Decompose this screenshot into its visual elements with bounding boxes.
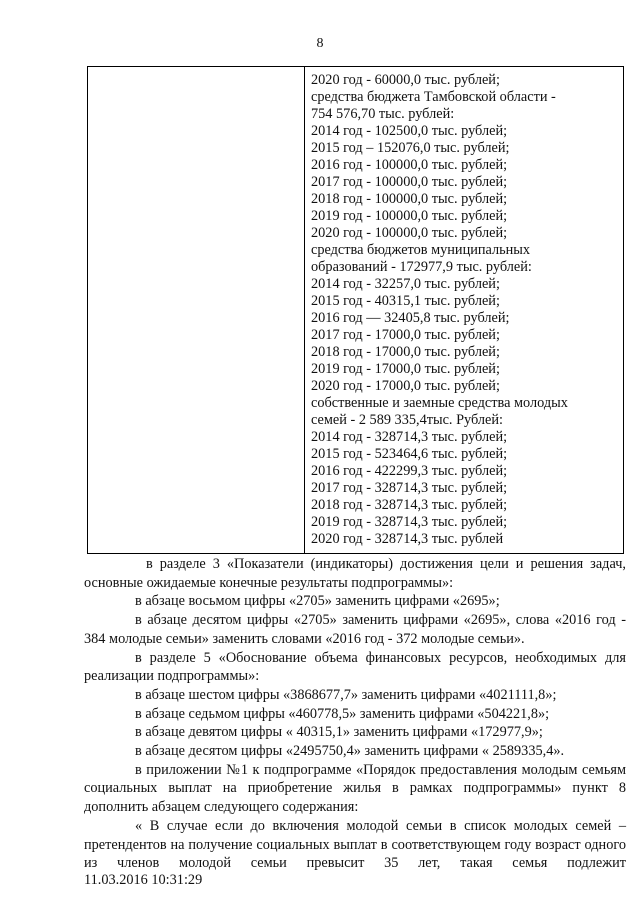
- budget-line: 2014 год - 102500,0 тыс. рублей;: [311, 123, 508, 139]
- budget-line: 2015 год – 152076,0 тыс. рублей;: [311, 140, 510, 156]
- budget-line: 2019 год - 328714,3 тыс. рублей;: [311, 514, 508, 530]
- section3-intro: в разделе 3 «Показатели (индикаторы) достижения цели и решения задач, основные ожидаемые конечные результаты подпрограммы»:: [84, 556, 626, 591]
- budget-line: 2014 год - 32257,0 тыс. рублей;: [311, 276, 500, 292]
- budget-line: 2018 год - 17000,0 тыс. рублей;: [311, 344, 500, 360]
- section3-paragraph-8: в абзаце восьмом цифры «2705» заменить цифрами «2695»;: [135, 593, 500, 610]
- budget-line: 2020 год - 100000,0 тыс. рублей;: [311, 225, 508, 241]
- section5-intro: в разделе 5 «Обоснование объема финансовых ресурсов, необходимых для реализации подпрограммы»:: [84, 649, 626, 685]
- section5-paragraph-9: в абзаце девятом цифры « 40315,1» заменить цифрами «172977,9»;: [135, 724, 543, 741]
- table-column-divider: [304, 67, 305, 553]
- budget-line: 754 576,70 тыс. рублей:: [311, 106, 455, 122]
- budget-line: 2016 год - 100000,0 тыс. рублей;: [311, 157, 508, 173]
- budget-line: 2016 год - 422299,3 тыс. рублей;: [311, 463, 508, 479]
- budget-line: 2016 год — 32405,8 тыс. рублей;: [311, 310, 510, 326]
- page-number: 8: [316, 36, 324, 51]
- budget-line: средства бюджетов муниципальных: [311, 242, 531, 258]
- funding-table: [87, 66, 624, 554]
- budget-line: средства бюджета Тамбовской области -: [311, 89, 556, 105]
- budget-list: [311, 72, 621, 548]
- appendix-intro: в приложении №1 к подпрограмме «Порядок предоставления молодым семьям социальных выплат на приобретение жилья в рамках подпрограммы» пункт 8 дополнить абзацем следующего содержания:: [84, 761, 626, 816]
- budget-line: собственные и заемные средства молодых: [311, 395, 568, 411]
- budget-line: 2014 год - 328714,3 тыс. рублей;: [311, 429, 508, 445]
- budget-line: 2020 год - 60000,0 тыс. рублей;: [311, 72, 500, 88]
- budget-line: 2015 год - 523464,6 тыс. рублей;: [311, 446, 508, 462]
- section3-paragraph-10: в абзаце десятом цифры «2705» заменить цифрами «2695», слова «2016 год - 384 молодые семьи» заменить словами «2016 год - 372 молодые семьи».: [84, 612, 626, 647]
- budget-line: 2017 год - 328714,3 тыс. рублей;: [311, 480, 508, 496]
- budget-line: 2018 год - 328714,3 тыс. рублей;: [311, 497, 508, 513]
- budget-line: 2019 год - 100000,0 тыс. рублей;: [311, 208, 508, 224]
- budget-line: 2017 год - 100000,0 тыс. рублей;: [311, 174, 508, 190]
- timestamp: 11.03.2016 10:31:29: [84, 872, 203, 888]
- document-body: [84, 555, 626, 873]
- budget-line: 2015 год - 40315,1 тыс. рублей;: [311, 293, 500, 309]
- quoted-paragraph: « В случае если до включения молодой семьи в список молодых семей – претендентов на получение социальных выплат в соответствующем году возраст одного из членов молодой семьи превысит 35 лет, такая семья подлежит: [84, 817, 626, 872]
- budget-line: 2017 год - 17000,0 тыс. рублей;: [311, 327, 500, 343]
- budget-line: 2019 год - 17000,0 тыс. рублей;: [311, 361, 500, 377]
- budget-line: образований - 172977,9 тыс. рублей:: [311, 259, 532, 275]
- section5-paragraph-6: в абзаце шестом цифры «3868677,7» заменить цифрами «4021111,8»;: [135, 686, 557, 703]
- section5-paragraph-10: в абзаце десятом цифры «2495750,4» заменить цифрами « 2589335,4».: [135, 743, 565, 760]
- section5-paragraph-7: в абзаце седьмом цифры «460778,5» заменить цифрами «504221,8»;: [135, 705, 550, 722]
- budget-line: 2020 год - 17000,0 тыс. рублей;: [311, 378, 500, 394]
- budget-line: 2020 год - 328714,3 тыс. рублей: [311, 531, 504, 547]
- budget-line: 2018 год - 100000,0 тыс. рублей;: [311, 191, 508, 207]
- budget-line: семей - 2 589 335,4тыс. Рублей:: [311, 412, 504, 428]
